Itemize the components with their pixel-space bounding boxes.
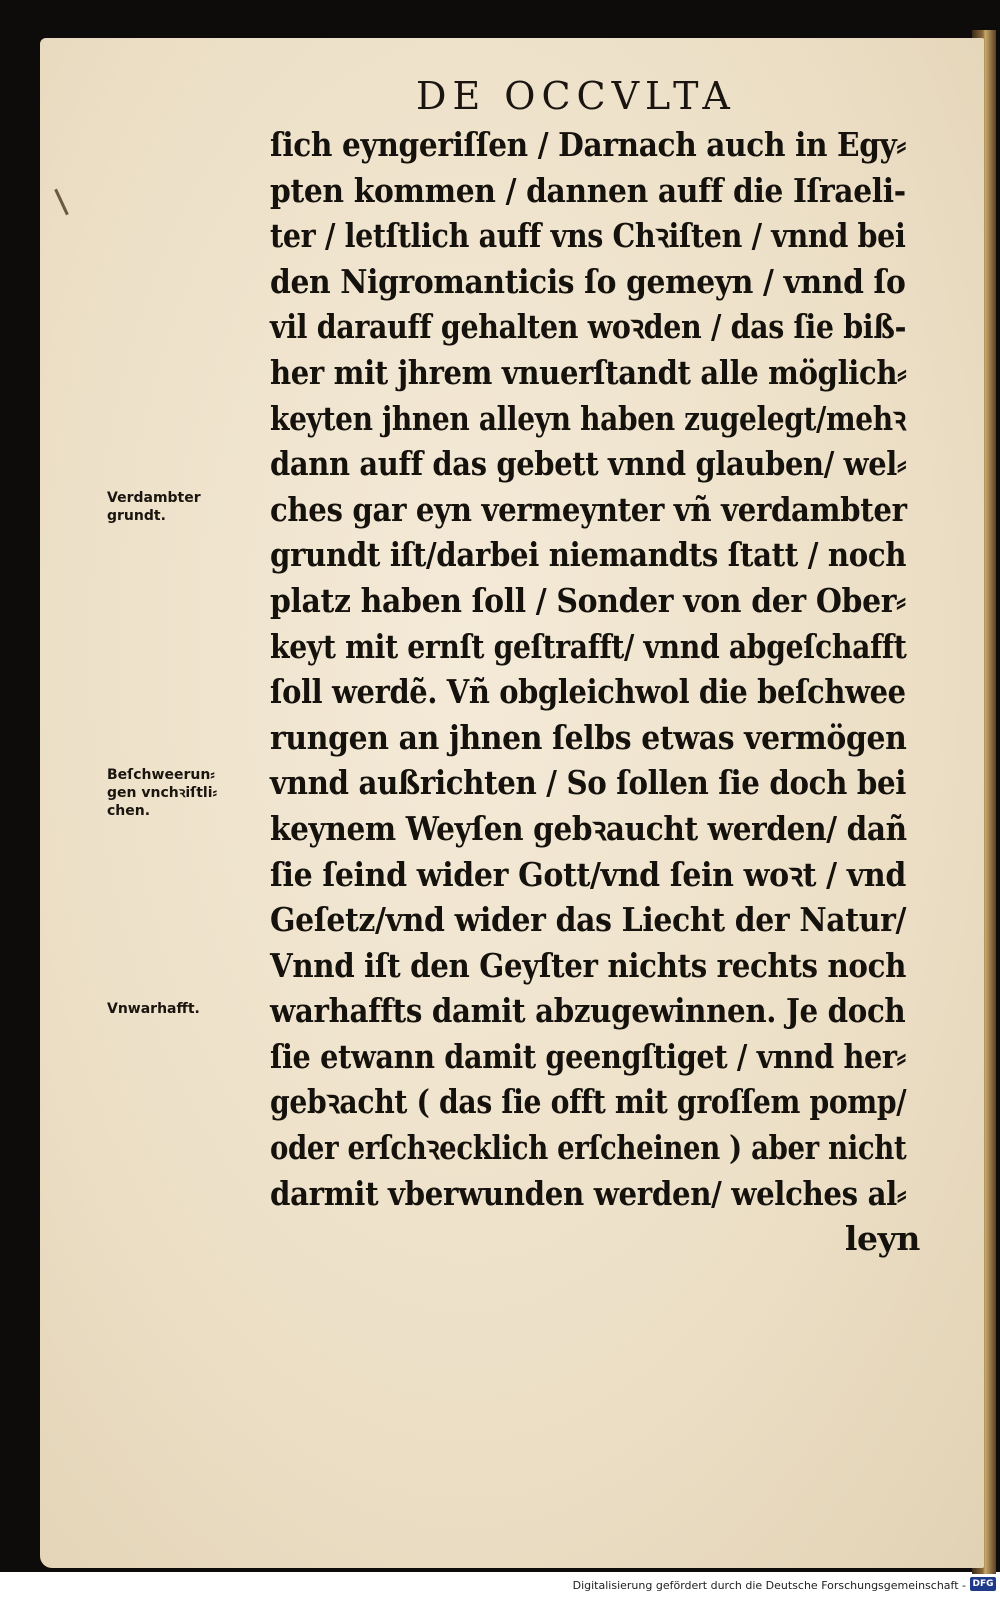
text-line: ter / letſtlich auff vns Chꝛiſten / vnnd bei [270,216,906,256]
text-line: ches gar eyn vermeynter vñ verdambter [270,489,907,529]
text-line: keynem Weyſen gebꝛaucht werden/ dañ [270,808,907,848]
text-line: Geſetz/vnd wider das Liecht der Natur/ [270,900,907,940]
dfg-logo-icon: DFG [970,1577,996,1591]
text-line: ſie etwann damit geengſtiget / vnnd her⸗ [270,1036,906,1076]
text-line: ſich eyngeriſſen / Darnach auch in Egy⸗ [270,125,906,164]
running-title: DE OCCVLTA [416,74,736,118]
marginal-note-line: chen. [107,803,151,819]
text-line: gebꝛacht ( das ſie offt mit groſſem pomp/ [270,1082,907,1122]
text-line: her mit jhrem vnuerſtandt alle möglich⸗ [270,352,907,392]
marginal-note-line: grundt. [107,508,166,524]
text-line: keyt mit ernſt geſtrafft/ vnnd abgeſchafft [270,626,907,666]
marginal-note-line: gen vnchꝛiſtli⸗ [107,785,218,801]
text-line: pten kommen / dannen auff die Iſraeli- [270,170,906,210]
footer-bar [0,1574,1000,1598]
text-line: darmit vberwunden werden/ welches al⸗ [270,1173,907,1213]
text-line: vil darauff gehalten woꝛden / das ſie biß- [270,307,907,347]
text-line: Vnnd iſt den Geyſter nichts rechts noch [270,945,907,985]
marginal-note-line: Verdambter [107,490,201,506]
text-line: keyten jhnen alleyn haben zugelegt/mehꝛ [270,398,906,438]
marginal-note-line: Beſchweerun⸗ [107,767,215,783]
marginal-note-line: Vnwarhafft. [107,1001,200,1017]
text-line: warhaffts damit abzugewinnen. Je doch [270,991,906,1031]
marginal-note [107,489,257,525]
text-line: vnnd außrichten / So ſollen ſie doch bei [270,763,906,803]
text-line: oder erſchꝛecklich erſcheinen ) aber nicht [270,1128,907,1168]
catchword: leyn [844,1219,920,1259]
funding-credit: Digitalisierung gefördert durch die Deutsche Forschungsgemeinschaft - [572,1579,966,1592]
text-line: ſie ſeind wider Gott/vnd ſein woꝛt / vnd [270,854,906,894]
text-line: den Nigromanticis ſo gemeyn / vnnd ſo [270,261,906,301]
marginal-note [107,1000,257,1018]
text-line: ſoll werdẽ. Vñ obgleichwol die beſchwee [270,672,906,712]
text-line: grundt iſt/darbei niemandts ſtatt / noch [270,535,907,575]
main-text-block [270,122,920,1262]
text-line: platz haben ſoll / Sonder von der Ober⸗ [270,580,906,620]
marginal-note [107,766,257,820]
text-line: rungen an jhnen ſelbs etwas vermögen [270,717,907,757]
text-line: dann auff das gebett vnnd glauben/ wel⸗ [270,444,907,484]
